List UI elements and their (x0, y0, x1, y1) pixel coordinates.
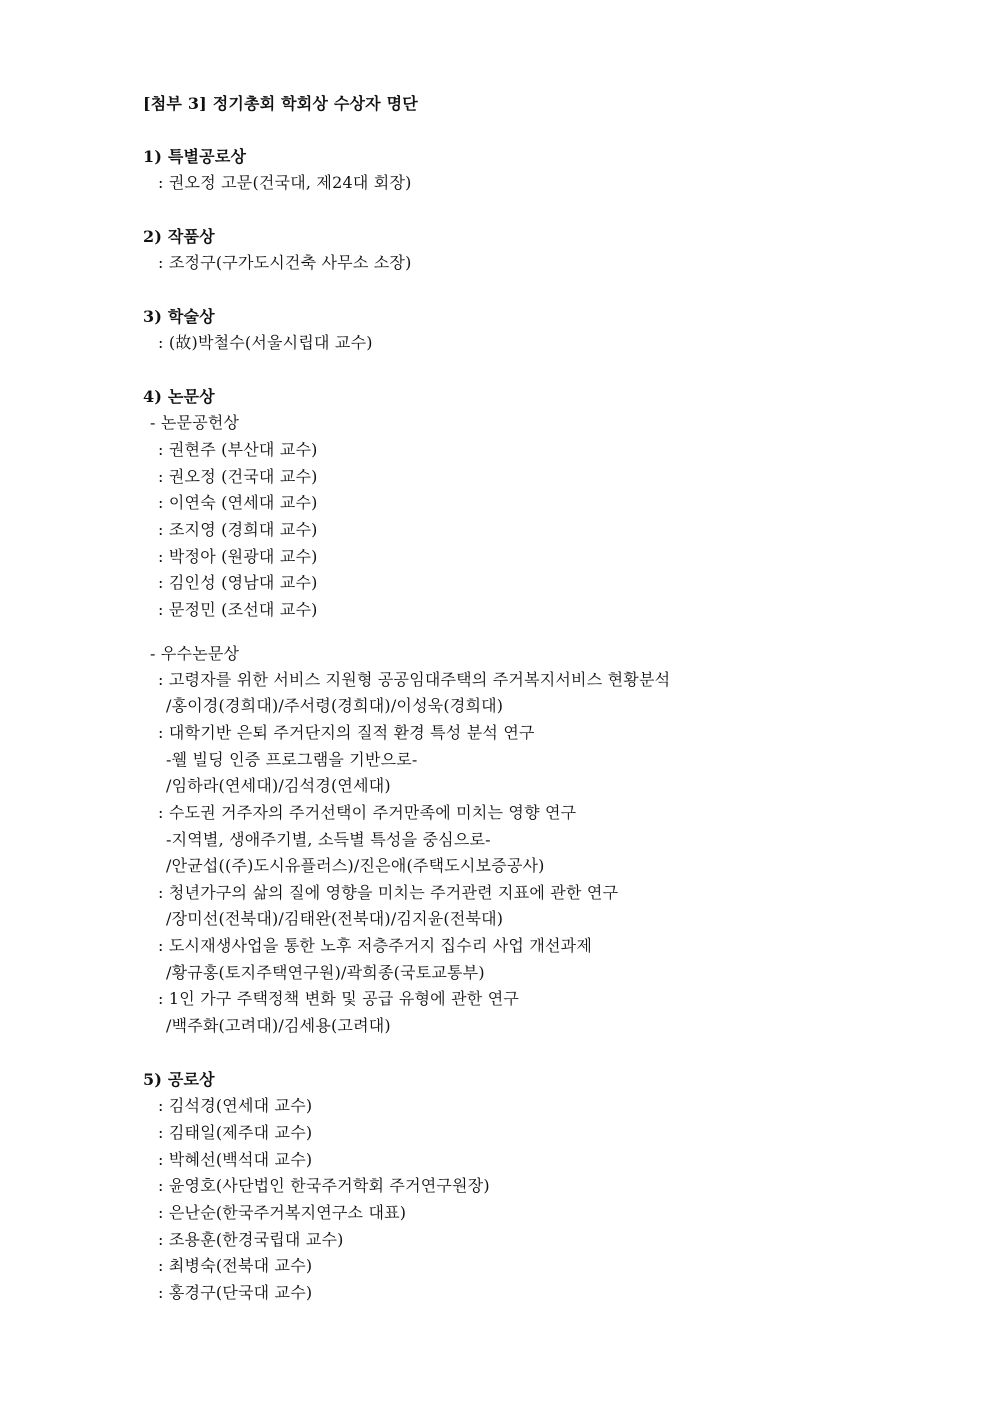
paper-title: : 고령자를 위한 서비스 지원형 공공임대주택의 주거복지서비스 현황분석 (158, 670, 671, 689)
award-entry: : 최병숙(전북대 교수) (158, 1256, 313, 1275)
award-entry: : 김석경(연세대 교수) (158, 1096, 313, 1115)
paper-authors: /안균섭((주)도시유플러스)/진은애(주택도시보증공사) (166, 856, 545, 875)
award-entry: : 윤영호(사단법인 한국주거학회 주거연구원장) (158, 1176, 490, 1195)
section-heading-academic-award: 3) 학술상 (143, 307, 215, 326)
paper-title: : 대학기반 은퇴 주거단지의 질적 환경 특성 분석 연구 (158, 723, 535, 742)
paper-authors: /황규홍(토지주택연구원)/곽희종(국토교통부) (166, 963, 485, 982)
paper-title: : 수도권 거주자의 주거선택이 주거만족에 미치는 영향 연구 (158, 803, 577, 822)
paper-subtitle: -웰 빌딩 인증 프로그램을 기반으로- (166, 750, 418, 769)
award-entry: : 권현주 (부산대 교수) (158, 440, 318, 459)
award-entry: : 권오정 고문(건국대, 제24대 회장) (158, 173, 412, 192)
award-entry: : 권오정 (건국대 교수) (158, 467, 318, 486)
award-entry: : 홍경구(단국대 교수) (158, 1283, 313, 1302)
paper-authors: /장미선(전북대)/김태완(전북대)/김지윤(전북대) (166, 909, 504, 928)
paper-title: : 도시재생사업을 통한 노후 저층주거지 집수리 사업 개선과제 (158, 936, 592, 955)
paper-subtitle: -지역별, 생애주기별, 소득별 특성을 중심으로- (166, 830, 491, 849)
award-entry: : 조지영 (경희대 교수) (158, 520, 318, 539)
document-title: [첨부 3] 정기총회 학회상 수상자 명단 (143, 94, 418, 113)
section-heading-paper-award: 4) 논문상 (143, 387, 215, 406)
paper-title: : 1인 가구 주택정책 변화 및 공급 유형에 관한 연구 (158, 989, 520, 1008)
subsection-heading-excellent-paper: - 우수논문상 (150, 644, 240, 663)
award-entry: : 조정구(구가도시건축 사무소 소장) (158, 253, 412, 272)
subsection-heading-paper-contribution: - 논문공헌상 (150, 413, 240, 432)
award-entry: : 조용훈(한경국립대 교수) (158, 1230, 344, 1249)
award-entry: : 박정아 (원광대 교수) (158, 547, 318, 566)
award-entry: : 박혜선(백석대 교수) (158, 1150, 313, 1169)
paper-authors: /임하라(연세대)/김석경(연세대) (166, 776, 391, 795)
award-entry: : (故)박철수(서울시립대 교수) (158, 333, 373, 352)
award-entry: : 김인성 (영남대 교수) (158, 573, 318, 592)
award-entry: : 이연숙 (연세대 교수) (158, 493, 318, 512)
paper-authors: /홍이경(경희대)/주서령(경희대)/이성욱(경희대) (166, 696, 504, 715)
section-heading-work-award: 2) 작품상 (143, 227, 215, 246)
award-entry: : 문정민 (조선대 교수) (158, 600, 318, 619)
section-heading-special-merit: 1) 특별공로상 (143, 147, 247, 166)
award-entry: : 김태일(제주대 교수) (158, 1123, 313, 1142)
paper-title: : 청년가구의 삶의 질에 영향을 미치는 주거관련 지표에 관한 연구 (158, 883, 619, 902)
section-heading-merit-award: 5) 공로상 (143, 1070, 215, 1089)
paper-authors: /백주화(고려대)/김세용(고려대) (166, 1016, 391, 1035)
award-entry: : 은난순(한국주거복지연구소 대표) (158, 1203, 407, 1222)
